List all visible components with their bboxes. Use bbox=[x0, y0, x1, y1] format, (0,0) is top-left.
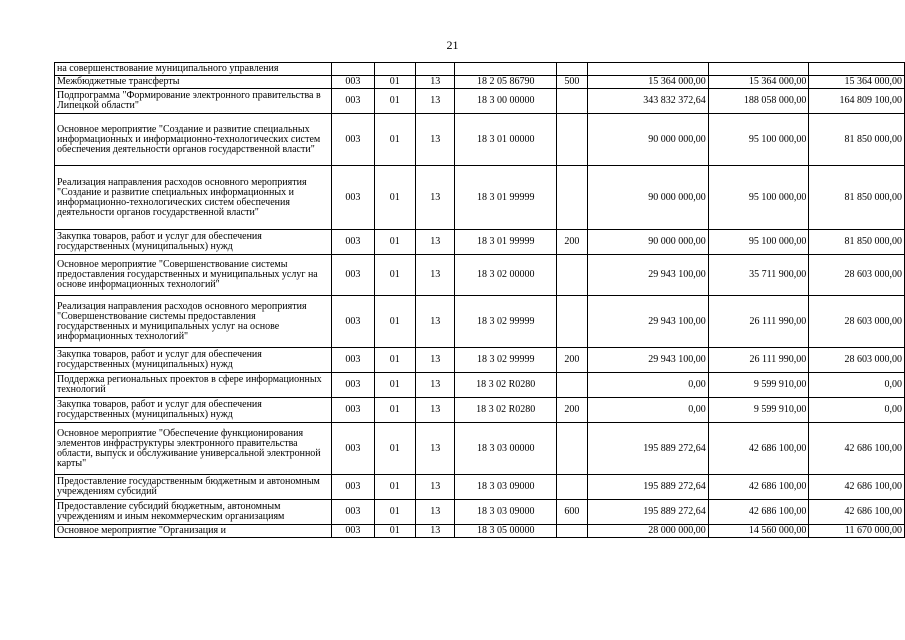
ministry-code-cell: 003 bbox=[332, 255, 375, 296]
section-code-cell: 01 bbox=[374, 114, 415, 166]
amount-year-2-cell: 95 100 000,00 bbox=[708, 114, 809, 166]
amount-year-2-cell: 14 560 000,00 bbox=[708, 525, 809, 538]
amount-year-3-cell: 42 686 100,00 bbox=[809, 475, 905, 500]
amount-year-2-cell: 95 100 000,00 bbox=[708, 230, 809, 255]
section-code-cell: 01 bbox=[374, 348, 415, 373]
row-name-cell: Закупка товаров, работ и услуг для обеспечения государственных (муниципальных) нужд bbox=[55, 230, 332, 255]
table-row bbox=[55, 423, 905, 475]
ministry-code-cell: 003 bbox=[332, 398, 375, 423]
subsection-code-cell: 13 bbox=[415, 76, 454, 89]
section-code-cell: 01 bbox=[374, 255, 415, 296]
target-article-cell: 18 3 02 R0280 bbox=[455, 398, 556, 423]
amount-year-3-cell bbox=[809, 63, 905, 76]
amount-year-3-cell: 28 603 000,00 bbox=[809, 296, 905, 348]
row-name-cell: Реализация направления расходов основного мероприятия "Совершенствование системы предоставления государственных и муниципальных услуг на основе информационных технологий" bbox=[55, 296, 332, 348]
row-name-cell: Основное мероприятие "Организация и bbox=[55, 525, 332, 538]
amount-year-1-cell: 29 943 100,00 bbox=[587, 348, 708, 373]
ministry-code-cell: 003 bbox=[332, 525, 375, 538]
amount-year-1-cell: 90 000 000,00 bbox=[587, 114, 708, 166]
section-code-cell: 01 bbox=[374, 166, 415, 230]
row-name-cell: Межбюджетные трансферты bbox=[55, 76, 332, 89]
table-row bbox=[55, 230, 905, 255]
expense-type-cell: 200 bbox=[556, 348, 587, 373]
table-row bbox=[55, 255, 905, 296]
amount-year-1-cell: 343 832 372,64 bbox=[587, 89, 708, 114]
target-article-cell: 18 2 05 86790 bbox=[455, 76, 556, 89]
target-article-cell: 18 3 03 00000 bbox=[455, 423, 556, 475]
subsection-code-cell: 13 bbox=[415, 525, 454, 538]
ministry-code-cell: 003 bbox=[332, 373, 375, 398]
amount-year-2-cell: 15 364 000,00 bbox=[708, 76, 809, 89]
ministry-code-cell: 003 bbox=[332, 296, 375, 348]
table-row bbox=[55, 296, 905, 348]
amount-year-3-cell: 164 809 100,00 bbox=[809, 89, 905, 114]
table-row bbox=[55, 63, 905, 76]
subsection-code-cell: 13 bbox=[415, 373, 454, 398]
row-name-cell: Реализация направления расходов основного мероприятия "Создание и развитие специальных информационных и информационно-технологических систем обеспечения деятельности органов государственной власти" bbox=[55, 166, 332, 230]
table-row bbox=[55, 89, 905, 114]
row-name-cell: Основное мероприятие "Создание и развитие специальных информационных и информационно-технологических систем обеспечения деятельности органов государственной власти" bbox=[55, 114, 332, 166]
table-row bbox=[55, 500, 905, 525]
amount-year-2-cell: 26 111 990,00 bbox=[708, 348, 809, 373]
subsection-code-cell: 13 bbox=[415, 166, 454, 230]
table-row bbox=[55, 76, 905, 89]
table-row bbox=[55, 525, 905, 538]
target-article-cell bbox=[455, 63, 556, 76]
amount-year-1-cell: 0,00 bbox=[587, 373, 708, 398]
table-row bbox=[55, 114, 905, 166]
row-name-cell: Основное мероприятие "Совершенствование системы предоставления государственных и муниципальных услуг на основе информационных технологий" bbox=[55, 255, 332, 296]
section-code-cell bbox=[374, 63, 415, 76]
subsection-code-cell: 13 bbox=[415, 500, 454, 525]
table-row bbox=[55, 398, 905, 423]
amount-year-3-cell: 11 670 000,00 bbox=[809, 525, 905, 538]
row-name-cell: Основное мероприятие "Обеспечение функционирования элементов инфраструктуры электронного правительства области, выпуск и обслуживание универсальной электронной карты" bbox=[55, 423, 332, 475]
row-name-cell: Предоставление субсидий бюджетным, автономным учреждениям и иным некоммерческим организациям bbox=[55, 500, 332, 525]
ministry-code-cell: 003 bbox=[332, 475, 375, 500]
amount-year-2-cell bbox=[708, 63, 809, 76]
ministry-code-cell: 003 bbox=[332, 500, 375, 525]
amount-year-1-cell: 29 943 100,00 bbox=[587, 296, 708, 348]
amount-year-3-cell: 81 850 000,00 bbox=[809, 230, 905, 255]
subsection-code-cell bbox=[415, 63, 454, 76]
amount-year-1-cell: 195 889 272,64 bbox=[587, 423, 708, 475]
amount-year-2-cell: 35 711 900,00 bbox=[708, 255, 809, 296]
table-row bbox=[55, 373, 905, 398]
row-name-cell: на совершенствование муниципального управления bbox=[55, 63, 332, 76]
ministry-code-cell: 003 bbox=[332, 89, 375, 114]
amount-year-3-cell: 0,00 bbox=[809, 398, 905, 423]
amount-year-3-cell: 28 603 000,00 bbox=[809, 255, 905, 296]
amount-year-3-cell: 15 364 000,00 bbox=[809, 76, 905, 89]
row-name-cell: Подпрограмма "Формирование электронного правительства в Липецкой области" bbox=[55, 89, 332, 114]
amount-year-2-cell: 188 058 000,00 bbox=[708, 89, 809, 114]
subsection-code-cell: 13 bbox=[415, 89, 454, 114]
ministry-code-cell: 003 bbox=[332, 114, 375, 166]
section-code-cell: 01 bbox=[374, 230, 415, 255]
amount-year-1-cell: 90 000 000,00 bbox=[587, 230, 708, 255]
subsection-code-cell: 13 bbox=[415, 255, 454, 296]
ministry-code-cell: 003 bbox=[332, 230, 375, 255]
target-article-cell: 18 3 02 99999 bbox=[455, 296, 556, 348]
section-code-cell: 01 bbox=[374, 89, 415, 114]
amount-year-2-cell: 42 686 100,00 bbox=[708, 500, 809, 525]
target-article-cell: 18 3 02 99999 bbox=[455, 348, 556, 373]
row-name-cell: Закупка товаров, работ и услуг для обеспечения государственных (муниципальных) нужд bbox=[55, 398, 332, 423]
section-code-cell: 01 bbox=[374, 398, 415, 423]
subsection-code-cell: 13 bbox=[415, 230, 454, 255]
subsection-code-cell: 13 bbox=[415, 348, 454, 373]
expense-type-cell: 500 bbox=[556, 76, 587, 89]
row-name-cell: Закупка товаров, работ и услуг для обеспечения государственных (муниципальных) нужд bbox=[55, 348, 332, 373]
target-article-cell: 18 3 00 00000 bbox=[455, 89, 556, 114]
amount-year-2-cell: 9 599 910,00 bbox=[708, 398, 809, 423]
section-code-cell: 01 bbox=[374, 423, 415, 475]
subsection-code-cell: 13 bbox=[415, 296, 454, 348]
ministry-code-cell bbox=[332, 63, 375, 76]
table-row bbox=[55, 475, 905, 500]
expense-type-cell bbox=[556, 423, 587, 475]
amount-year-1-cell: 0,00 bbox=[587, 398, 708, 423]
target-article-cell: 18 3 03 09000 bbox=[455, 475, 556, 500]
subsection-code-cell: 13 bbox=[415, 475, 454, 500]
target-article-cell: 18 3 01 99999 bbox=[455, 230, 556, 255]
section-code-cell: 01 bbox=[374, 76, 415, 89]
section-code-cell: 01 bbox=[374, 296, 415, 348]
ministry-code-cell: 003 bbox=[332, 423, 375, 475]
expense-type-cell: 200 bbox=[556, 398, 587, 423]
expense-type-cell: 200 bbox=[556, 230, 587, 255]
subsection-code-cell: 13 bbox=[415, 423, 454, 475]
amount-year-1-cell: 90 000 000,00 bbox=[587, 166, 708, 230]
target-article-cell: 18 3 02 00000 bbox=[455, 255, 556, 296]
amount-year-2-cell: 42 686 100,00 bbox=[708, 423, 809, 475]
expense-type-cell bbox=[556, 255, 587, 296]
subsection-code-cell: 13 bbox=[415, 114, 454, 166]
table-body bbox=[55, 63, 905, 538]
expense-type-cell bbox=[556, 166, 587, 230]
row-name-cell: Поддержка региональных проектов в сфере информационных технологий bbox=[55, 373, 332, 398]
amount-year-3-cell: 81 850 000,00 bbox=[809, 114, 905, 166]
amount-year-1-cell: 28 000 000,00 bbox=[587, 525, 708, 538]
expense-type-cell: 600 bbox=[556, 500, 587, 525]
amount-year-1-cell: 195 889 272,64 bbox=[587, 500, 708, 525]
amount-year-3-cell: 42 686 100,00 bbox=[809, 423, 905, 475]
subsection-code-cell: 13 bbox=[415, 398, 454, 423]
table-row bbox=[55, 348, 905, 373]
expense-type-cell bbox=[556, 296, 587, 348]
target-article-cell: 18 3 05 00000 bbox=[455, 525, 556, 538]
ministry-code-cell: 003 bbox=[332, 166, 375, 230]
amount-year-3-cell: 81 850 000,00 bbox=[809, 166, 905, 230]
expense-type-cell bbox=[556, 114, 587, 166]
amount-year-1-cell bbox=[587, 63, 708, 76]
row-name-cell: Предоставление государственным бюджетным и автономным учреждениям субсидий bbox=[55, 475, 332, 500]
section-code-cell: 01 bbox=[374, 373, 415, 398]
ministry-code-cell: 003 bbox=[332, 76, 375, 89]
expense-type-cell bbox=[556, 89, 587, 114]
amount-year-2-cell: 95 100 000,00 bbox=[708, 166, 809, 230]
ministry-code-cell: 003 bbox=[332, 348, 375, 373]
budget-table bbox=[54, 62, 905, 538]
expense-type-cell bbox=[556, 525, 587, 538]
expense-type-cell bbox=[556, 475, 587, 500]
amount-year-3-cell: 42 686 100,00 bbox=[809, 500, 905, 525]
target-article-cell: 18 3 03 09000 bbox=[455, 500, 556, 525]
amount-year-1-cell: 29 943 100,00 bbox=[587, 255, 708, 296]
amount-year-3-cell: 0,00 bbox=[809, 373, 905, 398]
amount-year-1-cell: 195 889 272,64 bbox=[587, 475, 708, 500]
target-article-cell: 18 3 01 00000 bbox=[455, 114, 556, 166]
section-code-cell: 01 bbox=[374, 475, 415, 500]
section-code-cell: 01 bbox=[374, 500, 415, 525]
amount-year-2-cell: 26 111 990,00 bbox=[708, 296, 809, 348]
expense-type-cell bbox=[556, 63, 587, 76]
table-row bbox=[55, 166, 905, 230]
amount-year-1-cell: 15 364 000,00 bbox=[587, 76, 708, 89]
amount-year-2-cell: 42 686 100,00 bbox=[708, 475, 809, 500]
amount-year-2-cell: 9 599 910,00 bbox=[708, 373, 809, 398]
target-article-cell: 18 3 01 99999 bbox=[455, 166, 556, 230]
section-code-cell: 01 bbox=[374, 525, 415, 538]
amount-year-3-cell: 28 603 000,00 bbox=[809, 348, 905, 373]
page-number: 21 bbox=[446, 38, 459, 52]
target-article-cell: 18 3 02 R0280 bbox=[455, 373, 556, 398]
expense-type-cell bbox=[556, 373, 587, 398]
